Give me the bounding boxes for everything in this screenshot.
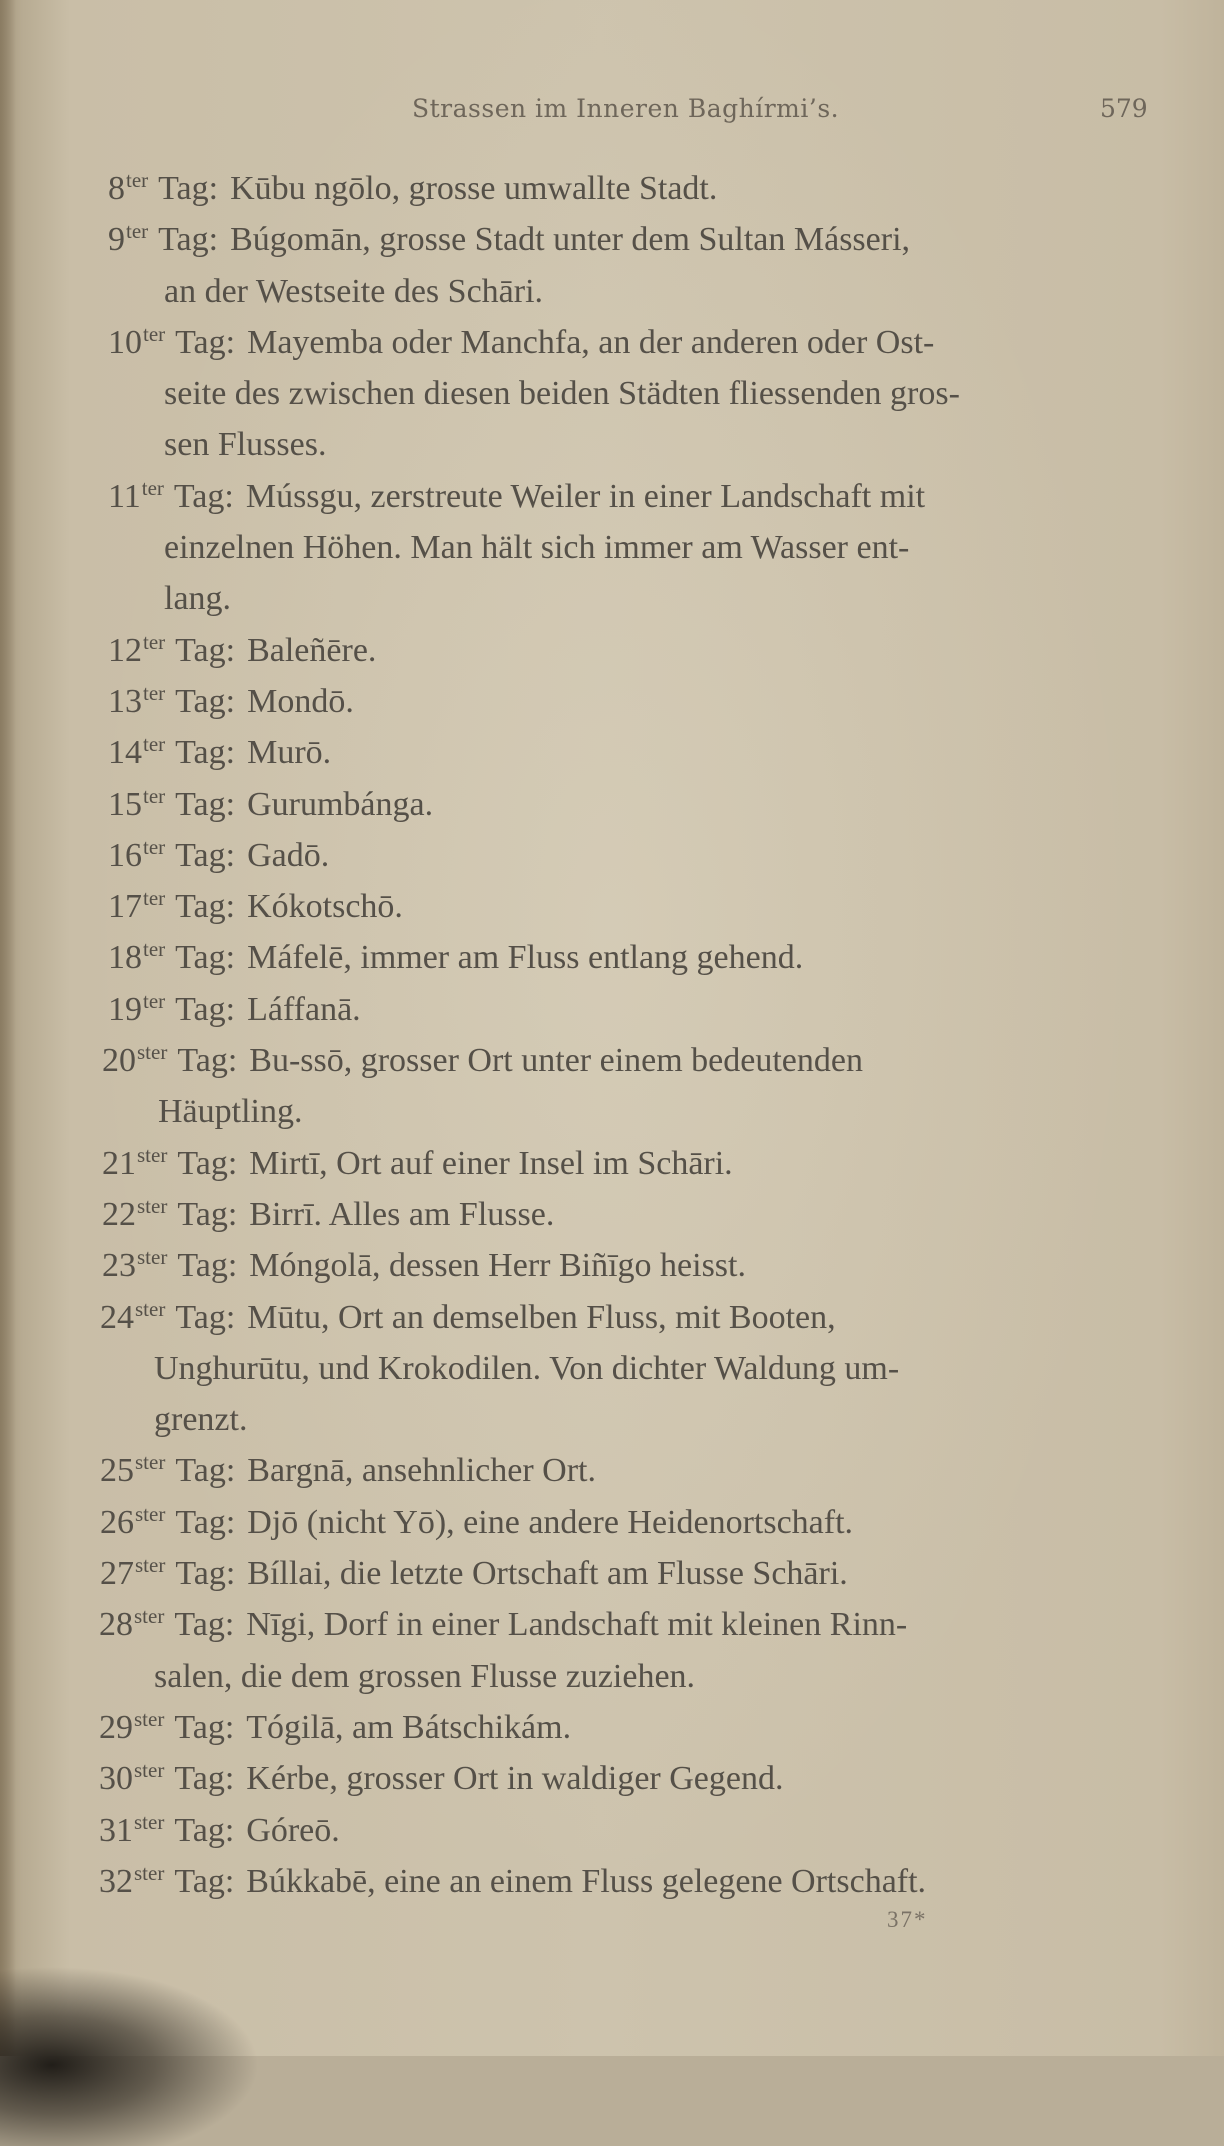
ordinal-suffix: ster <box>137 1193 168 1218</box>
day-label: Tag: <box>177 1195 238 1233</box>
entry-text: Bíllai, die letzte Ortschaft am Flusse Schāri. <box>247 1555 848 1593</box>
entry-text: Baleñēre. <box>247 631 377 669</box>
itinerary-entry <box>0 1035 1224 1138</box>
itinerary-entry <box>0 214 1224 317</box>
itinerary-entry <box>0 1599 1224 1702</box>
entry-text: Máfelē, immer am Fluss entlang gehend. <box>247 939 804 977</box>
entry-text: Bu-ssō, grosser Ort unter einem bedeutenden <box>249 1042 863 1080</box>
day-label: Tag: <box>175 1298 236 1336</box>
day-number: 28 <box>99 1606 133 1644</box>
entry-first-line <box>0 727 1224 778</box>
entry-text: Góreō. <box>246 1811 340 1849</box>
ordinal-suffix: ter <box>143 321 166 346</box>
day-label: Tag: <box>174 1760 235 1798</box>
entry-text: salen, die dem grossen Flusse zuziehen. <box>154 1657 696 1695</box>
itinerary-entry <box>0 163 1224 214</box>
itinerary-entry <box>0 1548 1224 1599</box>
entry-text: Mayemba oder Manchfa, an der anderen oder Ost- <box>247 323 935 361</box>
entry-text: Murō. <box>247 734 332 772</box>
entry-continuation-line <box>0 522 1224 573</box>
day-number: 15 <box>108 785 142 823</box>
entry-first-line <box>0 676 1224 727</box>
entry-text: Mirtī, Ort auf einer Insel im Schāri. <box>249 1144 733 1182</box>
ordinal-suffix: ster <box>135 1450 166 1475</box>
itinerary-entry <box>0 1753 1224 1804</box>
itinerary-entry <box>0 1856 1224 1907</box>
day-label: Tag: <box>175 990 236 1028</box>
ordinal-suffix: ter <box>143 886 166 911</box>
entry-text: Kūbu ngōlo, grosse umwallte Stadt. <box>230 170 718 207</box>
entry-first-line <box>0 1035 1224 1086</box>
day-label: Tag: <box>175 631 236 669</box>
ordinal-suffix: ster <box>135 1553 166 1578</box>
itinerary-entry <box>0 1445 1224 1496</box>
ordinal-suffix: ter <box>143 783 166 808</box>
day-label: Tag: <box>174 1811 235 1849</box>
entry-first-line <box>0 163 1224 214</box>
entry-text: grenzt. <box>154 1401 248 1439</box>
ordinal-suffix: ter <box>143 680 166 705</box>
entry-first-line <box>0 779 1224 830</box>
running-head: Strassen im Inneren Baghírmi’s. <box>412 94 840 123</box>
entry-text: Unghurūtu, und Krokodilen. Von dichter Waldung um- <box>154 1349 900 1387</box>
ordinal-suffix: ster <box>134 1604 165 1629</box>
day-number: 32 <box>99 1862 133 1900</box>
day-number: 13 <box>108 682 142 720</box>
entry-first-line <box>0 1189 1224 1240</box>
day-label: Tag: <box>173 477 234 515</box>
day-number: 23 <box>102 1247 136 1285</box>
day-label: Tag: <box>177 1144 238 1182</box>
day-number: 21 <box>102 1144 136 1182</box>
entry-first-line <box>0 1599 1224 1650</box>
ordinal-suffix: ster <box>134 1706 165 1731</box>
entry-text: Kérbe, grosser Ort in waldiger Gegend. <box>246 1760 784 1798</box>
entry-continuation-line <box>0 1343 1224 1394</box>
ordinal-suffix: ster <box>134 1758 165 1783</box>
entry-first-line <box>0 1702 1224 1753</box>
entry-first-line <box>0 1445 1224 1496</box>
day-label: Tag: <box>175 1503 236 1541</box>
day-number: 26 <box>100 1503 134 1541</box>
ordinal-suffix: ster <box>135 1501 166 1526</box>
itinerary-entry <box>0 932 1224 983</box>
day-label: Tag: <box>158 221 219 259</box>
entry-first-line <box>0 317 1224 368</box>
day-number: 29 <box>99 1708 133 1746</box>
day-label: Tag: <box>175 1452 236 1490</box>
entry-first-line <box>0 881 1224 932</box>
ordinal-suffix: ster <box>137 1245 168 1270</box>
entry-text: Mondō. <box>247 682 354 720</box>
entry-first-line <box>0 1292 1224 1343</box>
day-number: 11 <box>108 477 141 515</box>
entry-text: Gurumbánga. <box>247 785 434 823</box>
entry-continuation-line <box>0 368 1224 419</box>
entry-first-line <box>0 830 1224 881</box>
entry-text: Nīgi, Dorf in einer Landschaft mit kleinen Rinn- <box>246 1606 908 1644</box>
day-number: 9 <box>108 221 125 259</box>
day-number: 19 <box>108 990 142 1028</box>
ordinal-suffix: ter <box>126 219 149 244</box>
ordinal-suffix: ter <box>143 732 166 757</box>
itinerary-entry <box>0 625 1224 676</box>
itinerary-entry <box>0 676 1224 727</box>
entry-first-line <box>0 1856 1224 1907</box>
day-number: 18 <box>108 939 142 977</box>
day-label: Tag: <box>175 323 236 361</box>
ordinal-suffix: ter <box>143 937 166 962</box>
itinerary-entry <box>0 1292 1224 1446</box>
day-number: 10 <box>108 323 142 361</box>
itinerary-entry <box>0 317 1224 471</box>
entry-continuation-line <box>0 266 1224 317</box>
itinerary-entry <box>0 471 1224 625</box>
day-label: Tag: <box>174 1708 235 1746</box>
itinerary-entry <box>0 830 1224 881</box>
entry-first-line <box>0 214 1224 265</box>
itinerary-entry <box>0 727 1224 778</box>
itinerary-entry <box>0 1805 1224 1856</box>
entry-first-line <box>0 932 1224 983</box>
day-number: 14 <box>108 734 142 772</box>
entry-text: Láffanā. <box>247 990 361 1028</box>
itinerary-list <box>0 163 1224 1907</box>
entry-text: Häuptling. <box>158 1093 303 1131</box>
day-label: Tag: <box>175 888 236 926</box>
entry-text: Mússgu, zerstreute Weiler in einer Landschaft mit <box>245 477 926 515</box>
day-label: Tag: <box>175 939 236 977</box>
entry-text: Kókotschō. <box>247 888 403 926</box>
day-number: 17 <box>108 888 142 926</box>
entry-text: Búkkabē, eine an einem Fluss gelegene Ortschaft. <box>246 1862 927 1900</box>
entry-continuation-line <box>0 573 1224 624</box>
day-number: 16 <box>108 836 142 874</box>
day-number: 22 <box>102 1195 136 1233</box>
day-label: Tag: <box>158 170 219 207</box>
entry-first-line <box>0 471 1224 522</box>
ordinal-suffix: ter <box>126 168 149 192</box>
day-label: Tag: <box>174 1606 235 1644</box>
entry-text: einzelnen Höhen. Man hält sich immer am Wasser ent- <box>164 529 910 567</box>
entry-text: an der Westseite des Schāri. <box>164 272 544 310</box>
ordinal-suffix: ster <box>137 1040 168 1065</box>
entry-text: Búgomān, grosse Stadt unter dem Sultan Másseri, <box>230 221 911 259</box>
day-label: Tag: <box>177 1247 238 1285</box>
signature-mark: 37* <box>887 1907 928 1932</box>
day-label: Tag: <box>174 1862 235 1900</box>
day-label: Tag: <box>175 682 236 720</box>
itinerary-entry <box>0 1240 1224 1291</box>
entry-text: Birrī. Alles am Flusse. <box>249 1195 555 1233</box>
itinerary-entry <box>0 1189 1224 1240</box>
day-label: Tag: <box>175 734 236 772</box>
entry-first-line <box>0 1805 1224 1856</box>
page-header <box>0 92 1224 132</box>
entry-first-line <box>0 1138 1224 1189</box>
day-number: 30 <box>99 1760 133 1798</box>
ordinal-suffix: ter <box>143 988 166 1013</box>
entry-first-line <box>0 1240 1224 1291</box>
day-number: 20 <box>102 1042 136 1080</box>
itinerary-entry <box>0 881 1224 932</box>
day-label: Tag: <box>175 785 236 823</box>
ordinal-suffix: ter <box>143 834 166 859</box>
page-number: 579 <box>1100 94 1148 123</box>
itinerary-entry <box>0 1138 1224 1189</box>
entry-continuation-line <box>0 1394 1224 1445</box>
entry-first-line <box>0 625 1224 676</box>
entry-text: Mūtu, Ort an demselben Fluss, mit Booten, <box>247 1298 836 1336</box>
entry-text: sen Flusses. <box>164 426 327 464</box>
day-number: 24 <box>100 1298 134 1336</box>
itinerary-entry <box>0 1702 1224 1753</box>
day-number: 31 <box>99 1811 133 1849</box>
entry-first-line <box>0 1753 1224 1804</box>
itinerary-entry <box>0 1497 1224 1548</box>
day-number: 27 <box>100 1555 134 1593</box>
entry-first-line <box>0 984 1224 1035</box>
entry-text: Gadō. <box>247 836 330 874</box>
ordinal-suffix: ster <box>134 1809 165 1834</box>
entry-text: Tógilā, am Bátschikám. <box>246 1708 572 1746</box>
entry-text: Djō (nicht Yō), eine andere Heidenortschaft. <box>247 1503 854 1541</box>
day-label: Tag: <box>175 836 236 874</box>
entry-text: Bargnā, ansehnlicher Ort. <box>247 1452 596 1490</box>
ordinal-suffix: ster <box>134 1860 165 1885</box>
entry-first-line <box>0 1497 1224 1548</box>
day-label: Tag: <box>175 1555 236 1593</box>
entry-text: Móngolā, dessen Herr Biñīgo heisst. <box>249 1247 746 1285</box>
entry-continuation-line <box>0 1086 1224 1137</box>
day-number: 25 <box>100 1452 134 1490</box>
day-number: 12 <box>108 631 142 669</box>
ordinal-suffix: ter <box>143 629 166 654</box>
itinerary-entry <box>0 779 1224 830</box>
entry-continuation-line <box>0 419 1224 470</box>
entry-continuation-line <box>0 1651 1224 1702</box>
day-label: Tag: <box>177 1042 238 1080</box>
ordinal-suffix: ter <box>141 475 164 500</box>
entry-first-line <box>0 1548 1224 1599</box>
ordinal-suffix: ster <box>137 1142 168 1167</box>
day-number: 8 <box>108 170 125 207</box>
entry-text: seite des zwischen diesen beiden Städten fliessenden gros- <box>164 375 960 413</box>
ordinal-suffix: ster <box>135 1296 166 1321</box>
itinerary-entry <box>0 984 1224 1035</box>
entry-text: lang. <box>164 580 232 618</box>
